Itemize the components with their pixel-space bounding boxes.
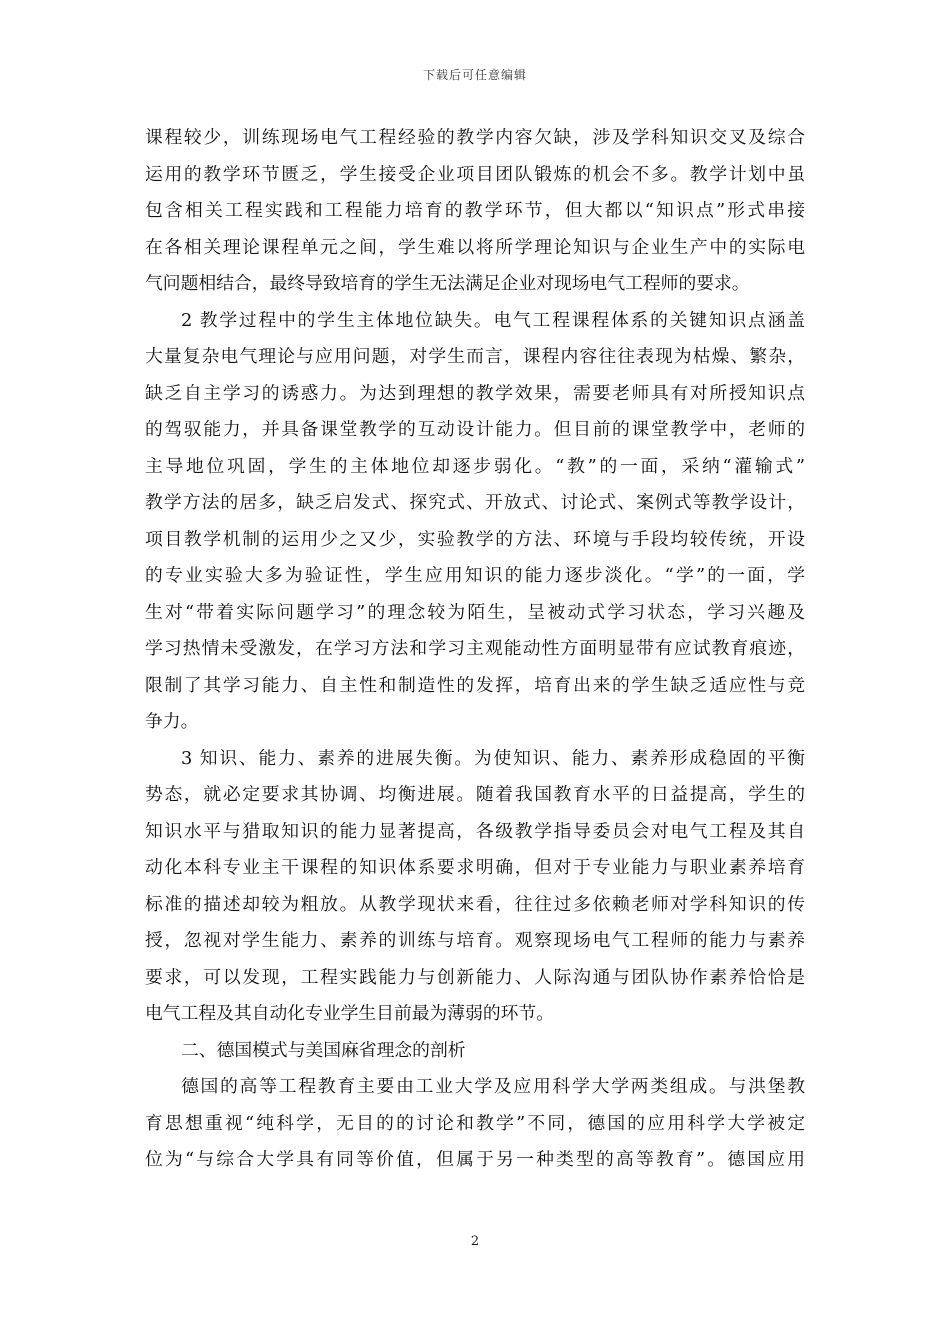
- paragraph-start-line: 德国的高等工程教育主要由工业大学及应用科学大学两类组成。与洪堡教: [181, 1076, 805, 1097]
- paragraph-start-line: 2 教学过程中的学生主体地位缺失。电气工程课程体系的关键知识点涵盖: [181, 309, 805, 331]
- paragraph-start-line: 3 知识、能力、素养的进展失衡。为使知识、能力、素养形成稳固的平衡: [181, 747, 805, 769]
- text-line: 的专业实验大多为验证性，学生应用知识的能力逐步淡化。“学”的一面，学: [145, 565, 805, 586]
- page-header: 下载后可任意编辑: [422, 68, 527, 82]
- text-line: 的驾驭能力，并具备课堂教学的互动设计能力。但目前的课堂教学中，老师的: [145, 419, 805, 440]
- text-line: 授，忽视对学生能力、素养的训练与培育。观察现场电气工程师的能力与素养: [145, 930, 805, 951]
- text-line: 势态，就必定要求其协调、均衡进展。随着我国教育水平的日益提高，学生的: [145, 784, 805, 805]
- page-number: 2: [470, 1234, 480, 1249]
- text-line: 在各相关理论课程单元之间，学生难以将所学理论知识与企业生产中的实际电: [145, 236, 805, 258]
- text-line: 标准的描述却较为粗放。从教学现状来看，往往过多依赖老师对学科知识的传: [145, 893, 805, 915]
- text-line: 缺乏自主学习的诱惑力。为达到理想的教学效果，需要老师具有对所授知识点: [145, 382, 805, 404]
- text-line: 育思想重视“纯科学，无目的的讨论和教学”不同，德国的应用科学大学被定: [145, 1112, 805, 1134]
- text-line: 气问题相结合，最终导致培育的学生无法满足企业对现场电气工程师的要求。: [145, 273, 750, 294]
- text-line: 运用的教学环节匮乏，学生接受企业项目团队锻炼的机会不多。教学计划中虽: [145, 163, 805, 185]
- text-line: 电气工程及其自动化专业学生目前最为薄弱的环节。: [145, 1003, 554, 1024]
- text-line: 位为“与综合大学具有同等价值，但属于另一种类型的高等教育”。德国应用: [145, 1149, 805, 1170]
- text-line: 知识水平与猎取知识的能力显著提高，各级教学指导委员会对电气工程及其自: [145, 820, 805, 842]
- text-line: 课程较少，训练现场电气工程经验的教学内容欠缺，涉及学科知识交叉及综合: [145, 127, 805, 148]
- text-line: 大量复杂电气理论与应用问题，对学生而言，课程内容往往表现为枯燥、繁杂，: [145, 346, 805, 367]
- text-line: 动化本科专业主干课程的知识体系要求明确，但对于专业能力与职业素养培育: [145, 857, 805, 878]
- text-line: 学习热情未受激发，在学习方法和学习主观能动性方面明显带有应试教育痕迹，: [145, 638, 805, 659]
- text-line: 限制了其学习能力、自主性和制造性的发挥，培育出来的学生缺乏适应性与竞: [145, 674, 805, 696]
- text-line: 生对“带着实际问题学习”的理念较为陌生，呈被动式学习状态，学习兴趣及: [145, 601, 805, 623]
- document-body: [145, 120, 805, 1179]
- text-line: 教学方法的居多，缺乏启发式、探究式、开放式、讨论式、案例式等教学设计，: [145, 492, 805, 513]
- text-line: 要求，可以发现，工程实践能力与创新能力、人际沟通与团队协作素养恰恰是: [145, 966, 805, 988]
- text-line: 争力。: [145, 711, 199, 732]
- section-heading: 二、德国模式与美国麻省理念的剖析: [181, 1039, 466, 1061]
- text-line: 包含相关工程实践和工程能力培育的教学环节，但大都以“知识点”形式串接: [145, 200, 805, 221]
- text-line: 项目教学机制的运用少之又少，实验教学的方法、环境与手段均较传统，开设: [145, 528, 805, 550]
- text-line: 主导地位巩固，学生的主体地位却逐步弱化。“教”的一面，采纳“灌输式”: [145, 455, 805, 477]
